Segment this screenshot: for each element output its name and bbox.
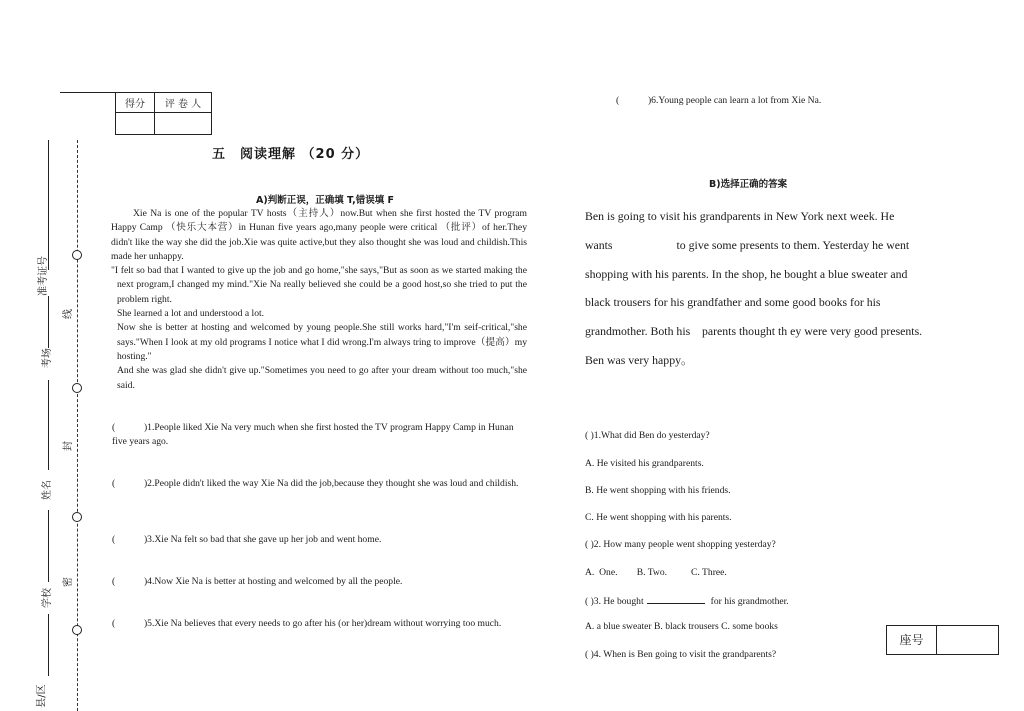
seal-char-line: 线 bbox=[63, 309, 74, 319]
score-cell[interactable] bbox=[116, 113, 155, 135]
story-line: Ben was very happy。 bbox=[585, 352, 693, 367]
tf-question-5[interactable]: ( )5.Xie Na believes that every needs to go after his (or her)dream without worrying too much. bbox=[112, 618, 502, 629]
question-text: ( )3. He bought bbox=[585, 596, 644, 607]
story-line: shopping with his parents. In the shop, he bought a blue sweater and bbox=[585, 266, 908, 281]
story-line: black trousers for his grandfather and some good books for his bbox=[585, 295, 881, 310]
score-header: 得分 bbox=[116, 93, 155, 113]
score-table bbox=[115, 92, 212, 135]
answer-blank[interactable] bbox=[647, 594, 705, 604]
story-line: grandmother. Both his parents thought th ey were very good presents. bbox=[585, 324, 923, 339]
mc-question-1[interactable]: ( )1.What did Ben do yesterday? bbox=[585, 430, 710, 441]
mc-question-2[interactable]: ( )2. How many people went shopping yesterday? bbox=[585, 539, 776, 550]
mc-option-line[interactable]: A. He visited his grandparents. bbox=[585, 458, 704, 469]
margin-label-exam-number: 准考证号 bbox=[38, 256, 49, 296]
margin-label-school: 学校 bbox=[42, 588, 53, 608]
seal-char-seal: 封 bbox=[63, 441, 74, 451]
part-a-passage bbox=[111, 207, 527, 393]
part-b-title: B)选择正确的答案 bbox=[709, 179, 788, 190]
tf-question-2[interactable]: ( )2.People didn't liked the way Xie Na did the job,because they thought she was loud and childish. bbox=[112, 478, 519, 489]
margin-solid-line bbox=[48, 614, 49, 676]
seat-number-field[interactable] bbox=[937, 626, 998, 654]
part-b-story bbox=[585, 202, 957, 375]
seal-char-secret: 密 bbox=[63, 577, 74, 587]
mc-option-line[interactable]: C. He went shopping with his parents. bbox=[585, 512, 732, 523]
margin-solid-line bbox=[48, 296, 49, 348]
margin-label-exam-room: 考场 bbox=[42, 348, 53, 368]
story-word: to give some presents to them. Yesterday he went bbox=[676, 237, 910, 252]
margin-solid-line bbox=[48, 380, 49, 470]
seat-number-label: 座号 bbox=[887, 626, 937, 654]
passage-paragraph: Xie Na is one of the popular TV hosts（主持人）now.But when she first hosted the TV program Happy Camp （快乐大本营）in Hunan five years ago,many people were critical （批评）of her.They didn't like the way she did the job.Xie was quite active,but they also thought she was loud and childish.This made her unhappy. bbox=[111, 208, 527, 262]
question-text: for his grandmother. bbox=[710, 596, 789, 607]
margin-solid-line bbox=[48, 510, 49, 582]
seal-circle bbox=[72, 250, 82, 260]
mc-option-line[interactable]: A. a blue sweater B. black trousers C. some books bbox=[585, 621, 778, 632]
grader-cell[interactable] bbox=[155, 113, 212, 135]
mc-question-3[interactable] bbox=[585, 594, 789, 608]
story-word: wants bbox=[585, 237, 613, 252]
section-title: 五 阅读理解 （20 分） bbox=[212, 147, 370, 162]
seal-circle bbox=[72, 512, 82, 522]
seat-number-box bbox=[886, 625, 999, 655]
story-line-2 bbox=[585, 231, 957, 260]
tf-question-1[interactable]: ( )1.People liked Xie Na very much when she first hosted the TV program Happy Camp in Hunan five years ago. bbox=[112, 422, 514, 448]
passage-paragraph: She learned a lot and understood a lot. bbox=[117, 308, 265, 320]
header-rule bbox=[60, 92, 116, 93]
margin-label-district: 县/区 bbox=[36, 684, 48, 708]
tf-question-4[interactable]: ( )4.Now Xie Na is better at hosting and welcomed by all the people. bbox=[112, 576, 403, 587]
mc-option-line[interactable]: B. He went shopping with his friends. bbox=[585, 485, 731, 496]
seal-circle bbox=[72, 625, 82, 635]
margin-solid-line bbox=[48, 140, 49, 270]
story-line: Ben is going to visit his grandparents in New York next week. He bbox=[585, 209, 895, 223]
mc-question-4[interactable]: ( )4. When is Ben going to visit the grandparents? bbox=[585, 649, 777, 660]
tf-question-3[interactable]: ( )3.Xie Na felt so bad that she gave up her job and went home. bbox=[112, 534, 382, 545]
tf-question-6[interactable]: ( )6.Young people can learn a lot from Xie Na. bbox=[616, 95, 822, 106]
grader-header: 评 卷 人 bbox=[155, 93, 212, 113]
part-a-title: A)判断正误，正确填 T,错误填 F bbox=[256, 195, 395, 206]
mc-option-line[interactable]: A. One. B. Two. C. Three. bbox=[585, 567, 727, 578]
seal-circle bbox=[72, 383, 82, 393]
passage-paragraph: "I felt so bad that I wanted to give up the job and go home,"she says,"But as soon as we started making the next program,I changed my mind."Xie Na really believed she could be a good host,so she tried to put the problem right. bbox=[111, 265, 527, 305]
passage-paragraph: Now she is better at hosting and welcomed by young people.She still works hard,"I'm seif-critical,"she says."When I look at my old programs I notice what I did wrong.I'm always tring to improve（提高）my hosting." bbox=[117, 322, 527, 362]
margin-label-name: 姓名 bbox=[42, 480, 53, 500]
passage-paragraph: And she was glad she didn't give up."Sometimes you need to go after your dream without too much,"she said. bbox=[117, 365, 527, 391]
